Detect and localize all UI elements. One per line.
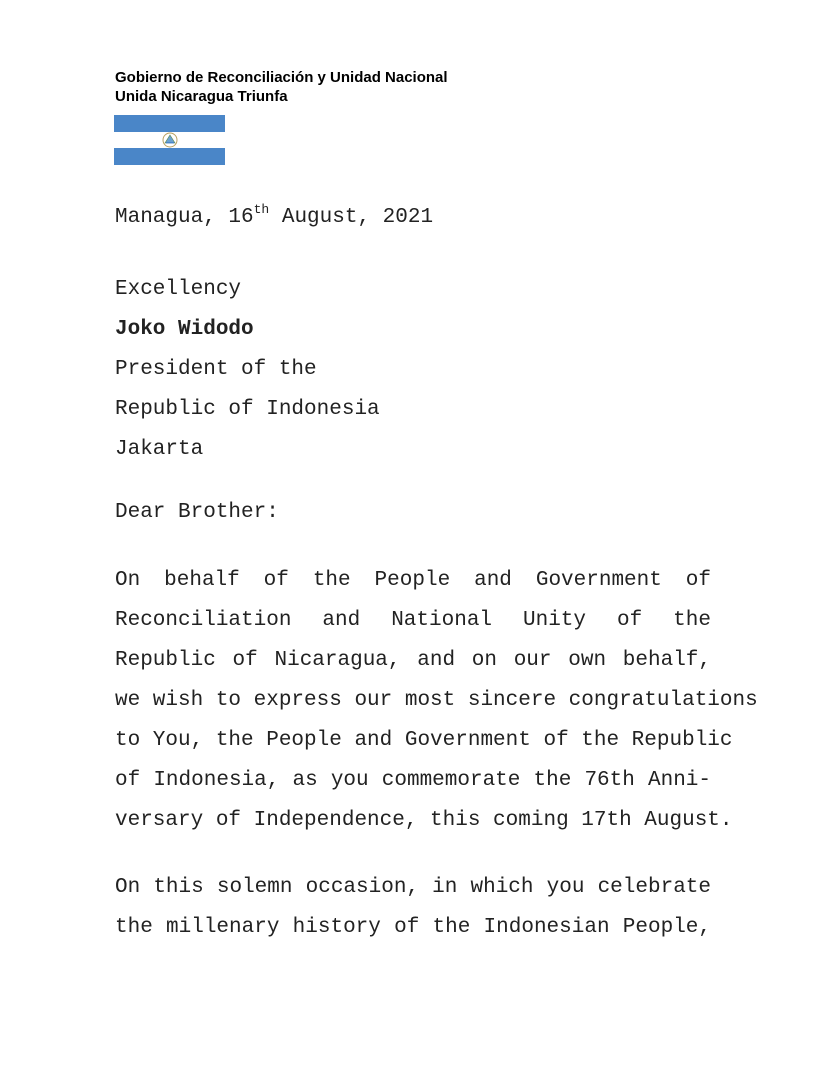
- date-rest: August, 2021: [269, 206, 434, 229]
- paragraph-line: On this solemn occasion, in which you celebrate: [115, 876, 711, 899]
- recipient-country: Republic of Indonesia: [115, 398, 380, 421]
- recipient-honorific: Excellency: [115, 278, 242, 301]
- paragraph-line: the millenary history of the Indonesian People,: [115, 916, 711, 939]
- recipient-address: [115, 270, 380, 470]
- paragraph-line: Reconciliation and National Unity of the: [115, 609, 711, 632]
- flag-stripe-bottom: [114, 148, 225, 165]
- body-paragraph-1: [115, 561, 758, 841]
- paragraph-line: we wish to express our most sincere congratulations: [115, 689, 758, 712]
- salutation: Dear Brother:: [115, 501, 279, 524]
- body-paragraph-2: [115, 868, 711, 948]
- recipient-city: Jakarta: [115, 438, 204, 461]
- letterhead-slogan: Unida Nicaragua Triunfa: [115, 88, 288, 105]
- date-ordinal-suffix: th: [253, 202, 270, 217]
- paragraph-line: to You, the People and Government of the Republic: [115, 729, 733, 752]
- coat-of-arms-icon: [159, 132, 181, 148]
- paragraph-line: of Indonesia, as you commemorate the 76th Anni-: [115, 769, 711, 792]
- letterhead: [115, 68, 448, 106]
- paragraph-line: On behalf of the People and Government of: [115, 569, 711, 592]
- letter-date: [115, 202, 434, 231]
- flag-stripe-top: [114, 115, 225, 132]
- letterhead-government-name: Gobierno de Reconciliación y Unidad Nacional: [115, 69, 448, 86]
- paragraph-line: versary of Independence, this coming 17th August.: [115, 809, 733, 832]
- date-prefix: Managua, 16: [115, 206, 254, 229]
- recipient-name: Joko Widodo: [115, 318, 254, 341]
- nicaragua-flag-icon: [114, 115, 225, 165]
- paragraph-line: Republic of Nicaragua, and on our own behalf,: [115, 649, 711, 672]
- recipient-title: President of the: [115, 358, 317, 381]
